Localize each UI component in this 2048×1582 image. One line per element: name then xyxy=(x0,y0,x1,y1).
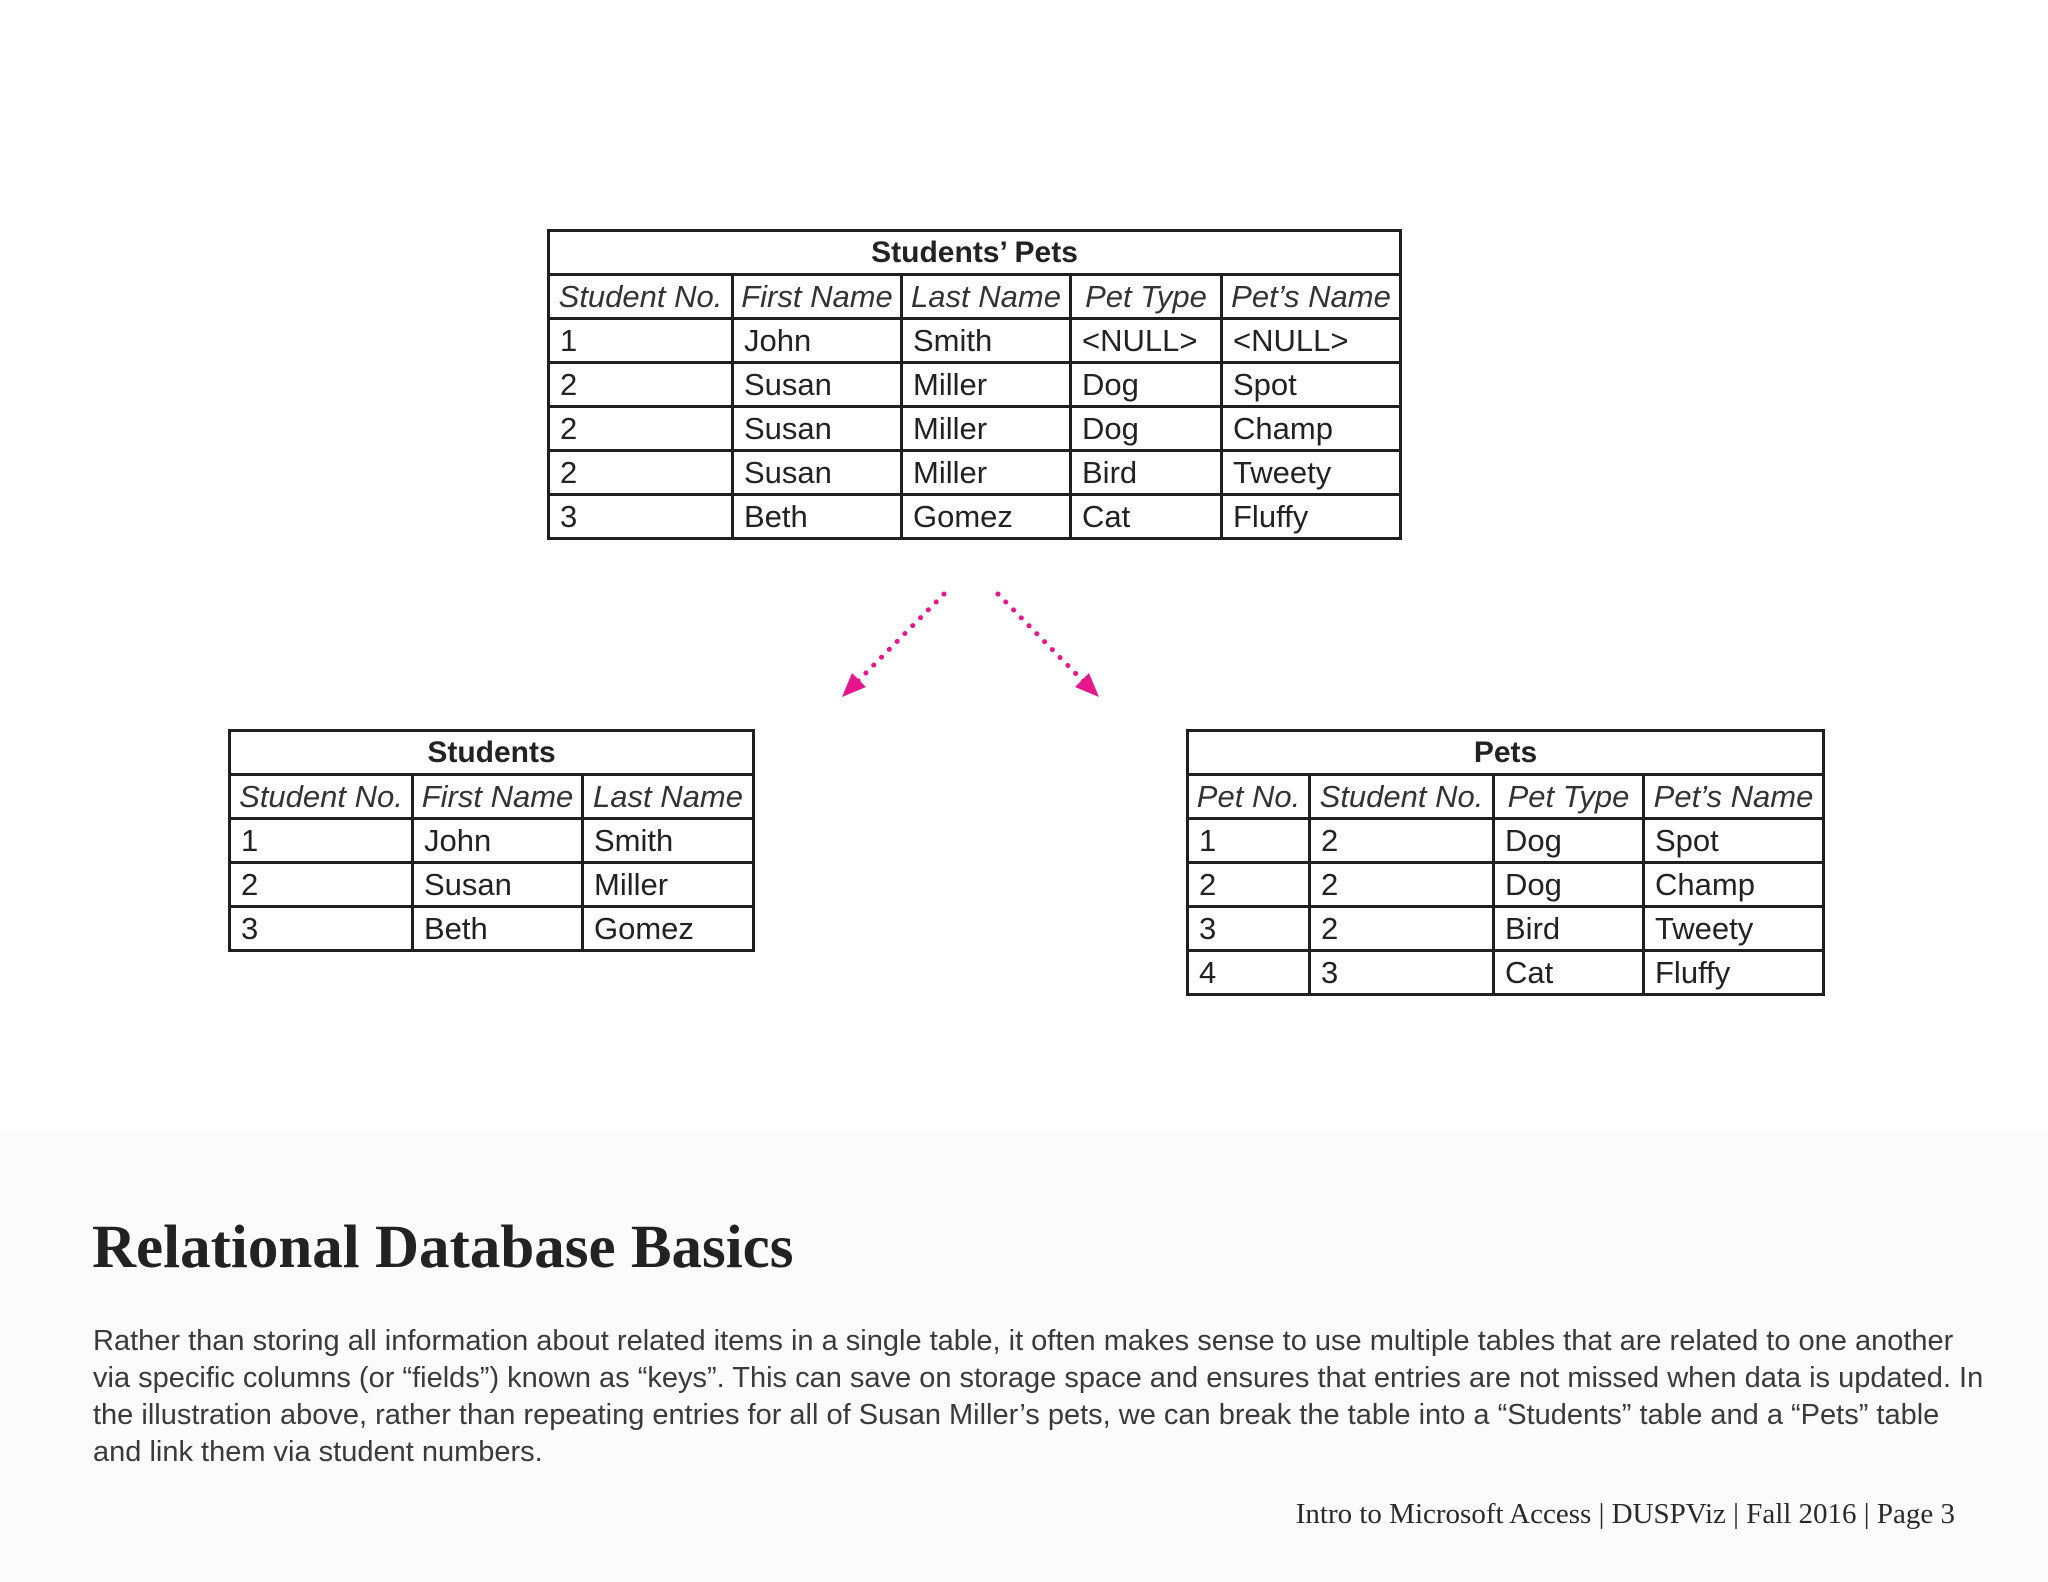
table-cell: Spot xyxy=(1222,363,1401,407)
table-cell: Champ xyxy=(1222,407,1401,451)
table-cell: 2 xyxy=(1310,907,1494,951)
column-header: Last Name xyxy=(902,275,1071,319)
column-header: Last Name xyxy=(583,775,754,819)
arrow-right-head xyxy=(1075,673,1099,697)
table-cell: 2 xyxy=(549,363,733,407)
table-cell: Dog xyxy=(1071,363,1222,407)
table-row xyxy=(1188,819,1824,863)
table-cell: John xyxy=(733,319,902,363)
table-cell: Miller xyxy=(583,863,754,907)
table-row xyxy=(230,863,754,907)
table-cell: 2 xyxy=(549,451,733,495)
table-cell: Smith xyxy=(902,319,1071,363)
column-header: Student No. xyxy=(230,775,413,819)
column-header: Student No. xyxy=(1310,775,1494,819)
table-cell: Cat xyxy=(1071,495,1222,539)
table-cell: Champ xyxy=(1644,863,1824,907)
column-header: Pet Type xyxy=(1071,275,1222,319)
table-row xyxy=(1188,863,1824,907)
table-cell: 3 xyxy=(1188,907,1310,951)
table-cell: 4 xyxy=(1188,951,1310,995)
table-cell: Dog xyxy=(1494,863,1644,907)
table-cell: Gomez xyxy=(902,495,1071,539)
column-header: Student No. xyxy=(549,275,733,319)
table-cell: 3 xyxy=(549,495,733,539)
page-heading: Relational Database Basics xyxy=(92,1214,794,1281)
table-cell: Tweety xyxy=(1222,451,1401,495)
table-cell: Cat xyxy=(1494,951,1644,995)
table-cell: Susan xyxy=(733,363,902,407)
table-cell: <NULL> xyxy=(1071,319,1222,363)
table-cell: Bird xyxy=(1494,907,1644,951)
pets-title: Pets xyxy=(1188,731,1824,775)
table-cell: Susan xyxy=(733,451,902,495)
arrow-right xyxy=(998,594,1085,683)
table-cell: Miller xyxy=(902,451,1071,495)
column-header: Pet’s Name xyxy=(1644,775,1824,819)
table-cell: Spot xyxy=(1644,819,1824,863)
table-cell: Susan xyxy=(413,863,583,907)
table-cell: 1 xyxy=(230,819,413,863)
column-header: Pet Type xyxy=(1494,775,1644,819)
table-cell: 1 xyxy=(1188,819,1310,863)
table-row xyxy=(230,819,754,863)
column-header: Pet No. xyxy=(1188,775,1310,819)
table-cell: 2 xyxy=(1310,863,1494,907)
students-table xyxy=(228,729,755,952)
table-cell: Fluffy xyxy=(1222,495,1401,539)
table-cell: Gomez xyxy=(583,907,754,951)
table-cell: 2 xyxy=(230,863,413,907)
table-cell: 3 xyxy=(230,907,413,951)
students-title: Students xyxy=(230,731,754,775)
column-header: First Name xyxy=(733,275,902,319)
table-cell: Dog xyxy=(1494,819,1644,863)
table-row xyxy=(230,907,754,951)
column-header: First Name xyxy=(413,775,583,819)
table-cell: 2 xyxy=(1310,819,1494,863)
table-cell: John xyxy=(413,819,583,863)
column-header: Pet’s Name xyxy=(1222,275,1401,319)
table-cell: 3 xyxy=(1310,951,1494,995)
table-cell: 2 xyxy=(1188,863,1310,907)
table-cell: Smith xyxy=(583,819,754,863)
table-cell: Miller xyxy=(902,363,1071,407)
arrow-left-head xyxy=(842,673,866,697)
arrow-left xyxy=(856,594,944,683)
body-paragraph: Rather than storing all information about related items in a single table, it often makes sense to use multiple tables that are related to one another via specific columns (or “fields”) known as “keys”. This can save on storage space and ensures that entries are not missed when data is updated. In the illustration above, rather than repeating entries for all of Susan Miller’s pets, we can break the table into a “Students” table and a “Pets” table and link them via student numbers. xyxy=(93,1325,1984,1468)
page-footer: Intro to Microsoft Access | DUSPViz | Fall 2016 | Page 3 xyxy=(1295,1498,1955,1530)
table-cell: Fluffy xyxy=(1644,951,1824,995)
table-cell: Susan xyxy=(733,407,902,451)
table-cell: Miller xyxy=(902,407,1071,451)
table-cell: <NULL> xyxy=(1222,319,1401,363)
table-row xyxy=(1188,951,1824,995)
table-cell: Bird xyxy=(1071,451,1222,495)
table-cell: 2 xyxy=(549,407,733,451)
pets-table xyxy=(1186,729,1825,996)
table-cell: Beth xyxy=(733,495,902,539)
table-cell: Tweety xyxy=(1644,907,1824,951)
table-row xyxy=(1188,907,1824,951)
students-pets-title: Students’ Pets xyxy=(549,231,1401,275)
table-cell: 1 xyxy=(549,319,733,363)
table-cell: Dog xyxy=(1071,407,1222,451)
table-cell: Beth xyxy=(413,907,583,951)
